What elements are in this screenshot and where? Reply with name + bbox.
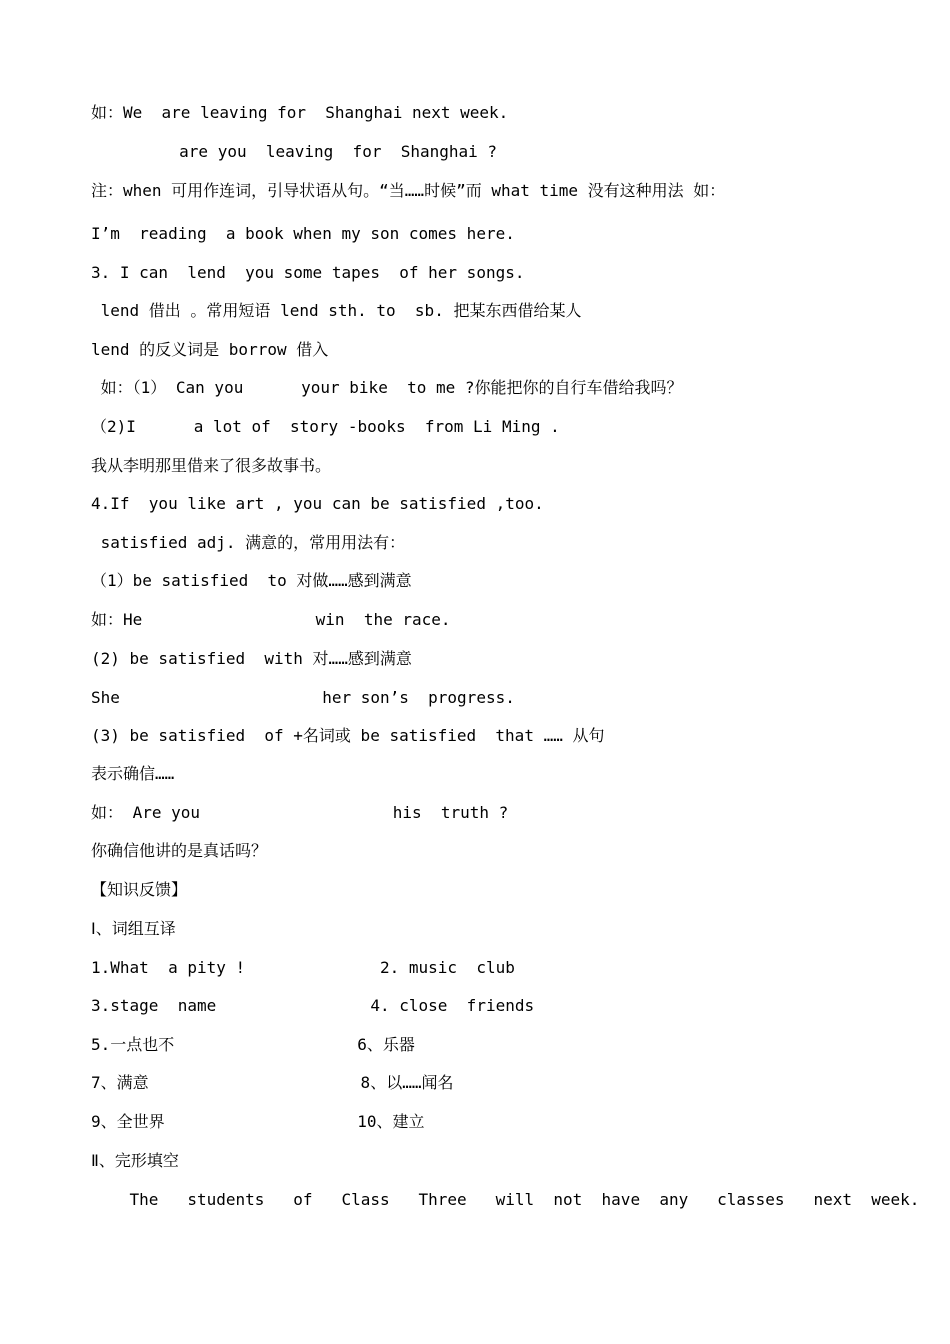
section-heading-feedback: 【知识反馈】 xyxy=(91,880,188,899)
text-line-14: 如：He win the race. xyxy=(91,610,451,629)
text-line-24: 3.stage name 4. close friends xyxy=(91,996,535,1015)
text-line-26: 7、满意 8、以……闻名 xyxy=(91,1073,454,1092)
text-line-10: 我从李明那里借来了很多故事书。 xyxy=(91,456,332,475)
text-line-18: 表示确信…… xyxy=(91,764,175,783)
text-line-12: satisfied adj. 满意的，常用用法有： xyxy=(91,533,406,552)
text-line-15: (2) be satisfied with 对……感到满意 xyxy=(91,649,412,668)
text-line-9: （2)I a lot of story -books from Li Ming . xyxy=(91,417,560,436)
text-line-25: 5.一点也不 6、乐器 xyxy=(91,1035,415,1054)
text-line-11: 4.If you like art , you can be satisfied ,too. xyxy=(91,494,544,513)
text-line-7: lend 的反义词是 borrow 借入 xyxy=(91,340,329,359)
text-line-17: (3) be satisfied of +名词或 be satisfied that …… 从句 xyxy=(91,726,605,745)
text-line-13: （1）be satisfied to 对做……感到满意 xyxy=(91,571,412,590)
text-line-3: 注：when 可用作连词，引导状语从句。“当……时候”而 what time 没有这种用法 如： xyxy=(91,181,726,200)
text-line-20: 你确信他讲的是真话吗？ xyxy=(91,841,268,860)
text-line-5: 3. I can lend you some tapes of her songs. xyxy=(91,263,525,282)
text-line-2: are you leaving for Shanghai ? xyxy=(131,142,498,161)
text-line-16: She her son’s progress. xyxy=(91,688,515,707)
text-line-6: lend 借出 。常用短语 lend sth. to sb. 把某东西借给某人 xyxy=(91,301,582,320)
section-heading-phrases: Ⅰ、词组互译 xyxy=(91,919,176,938)
text-line-19: 如： Are you his truth ? xyxy=(91,803,509,822)
text-line-27: 9、全世界 10、建立 xyxy=(91,1112,425,1131)
text-line-4: I’m reading a book when my son comes here. xyxy=(91,224,515,243)
text-line-23: 1.What a pity ! 2. music club xyxy=(91,958,515,977)
section-heading-cloze: Ⅱ、完形填空 xyxy=(91,1151,179,1170)
text-line-8: 如：（1） Can you your bike to me ?你能把你的自行车借给我吗？ xyxy=(91,378,683,397)
text-line-1: 如：We are leaving for Shanghai next week. xyxy=(91,103,509,122)
text-line-29: The students of Class Three will not have any classes next week. xyxy=(91,1190,920,1209)
